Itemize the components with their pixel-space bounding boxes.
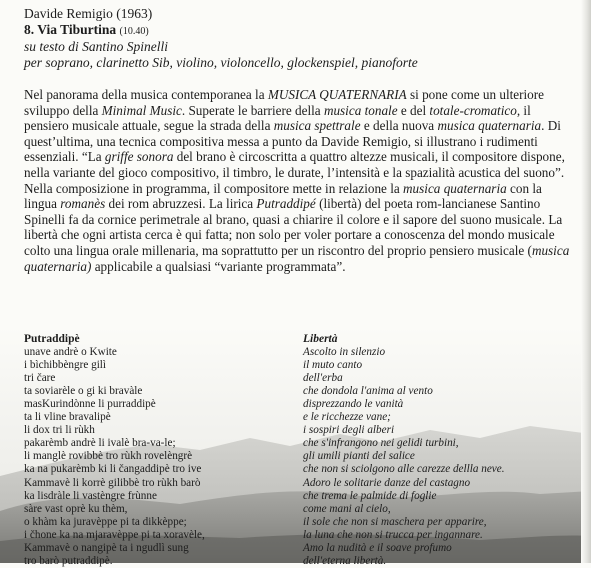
poem-line: gli umili pianti del salice: [303, 450, 415, 463]
emphasized-term: griffe sonora: [104, 149, 174, 165]
emphasized-term: totale-cromatico: [429, 102, 517, 118]
poem-italian-title: Libertà: [303, 333, 338, 345]
poem-line: Adoro le solitarie danze del castagno: [303, 476, 471, 489]
lyricist-line: su testo di Santino Spinelli: [24, 39, 168, 54]
paragraph-text: si pone come un ulteriore sviluppo della: [24, 87, 545, 118]
poem-line: o khàm ka juravèppe pi ta dikkèppe;: [24, 515, 187, 528]
page-edge-shadow: [581, 0, 591, 563]
poem-line: che s'infrangono nei gelidi turbini,: [303, 437, 459, 450]
emphasized-term: MUSICA QUATERNARIA: [267, 87, 407, 102]
poem-line: i bìchibbèngre gilì: [24, 359, 107, 372]
poem-line: ka lisdràle li vastèngre frùnne: [24, 489, 157, 502]
paragraph-text: . Di quest’ultima, una tecnica compositiva messa a punto da Davide Remigio, si illustrano i rudimenti essenziali. “La: [24, 118, 561, 165]
poem-line: tri čare: [24, 372, 56, 385]
poem-romani: [24, 333, 294, 568]
poem-line: e le ricchezze vane;: [303, 411, 391, 424]
emphasized-term: Putraddipé: [256, 196, 316, 212]
poem-line: disprezzando le vanità: [303, 398, 404, 411]
emphasized-term: Minimal Music: [101, 102, 182, 118]
paragraph-text: , il pensiero musicale attuale, segue la strada della: [24, 102, 531, 134]
paragraph-text: e del: [397, 102, 430, 118]
poem-line: dell'eterna libertà.: [303, 554, 387, 567]
poem-line: li manglè rovibbè tro rùkh rovelèngrè: [24, 450, 193, 463]
poem-italian-lines: [303, 346, 588, 568]
track-title-line: [24, 22, 584, 40]
emphasized-term: musica quaternaria): [24, 242, 570, 274]
poem-line: i čhone ka na mjaravèppe pi ta xoravèle,: [24, 528, 205, 541]
track-duration: (10.40): [119, 25, 149, 37]
poem-line: tro barò putraddipè.: [24, 554, 113, 567]
emphasized-term: musica tonale: [323, 102, 398, 118]
poem-line: Kammavè li korrè gilibbè tro rùkh barò: [24, 476, 201, 489]
poem-line: ka na pukarèmb ki li čangaddipè tro ive: [24, 463, 202, 476]
paragraph-text: con la lingua: [24, 180, 542, 212]
poem-romani-title: Putraddipè: [24, 333, 80, 345]
poem-line: sàre vast oprè ku thèm,: [24, 502, 128, 515]
poem-line: Ascolto in silenzio: [303, 346, 386, 359]
composer-line: Davide Remigio (1963): [24, 6, 153, 21]
poem-line: masKurindònne li purraddipè: [24, 398, 156, 411]
track-title: 8. Via Tiburtina: [24, 21, 117, 37]
paragraph-text: applicabile a qualsiasi “variante programmata”.: [91, 258, 346, 274]
poem-italian: [303, 333, 588, 568]
paragraph-text: Nel panorama della musica contemporanea la: [24, 87, 268, 102]
instrumentation-line: per soprano, clarinetto Sib, violino, violoncello, glockenspiel, pianoforte: [24, 54, 418, 70]
emphasized-term: romanès: [60, 196, 106, 212]
poem-line: ta soviarèle o gi ki bravàle: [24, 385, 143, 398]
poem-line: i sospiri degli alberi: [303, 424, 395, 437]
poem-line: come mani al cielo,: [303, 502, 391, 515]
paragraph-text: del brano è circoscritta a quattro altezze musicali, il compositore dispone, nella variante del gioco compositivo, il timbro, le durate, l’intensità e la spazialità acustica del suono”. Nella composizione in programma, il compositore mette in relazione la: [24, 149, 565, 196]
emphasized-term: musica quaternaria: [437, 118, 542, 134]
poem-line: ta li vline bravalipè: [24, 411, 111, 424]
paragraph-text: (libertà) del poeta rom-lancianese Santino Spinelli fa da cornice perimetrale al brano, quasi a chiarire il colore e il sapore del suono musicale. La libertà che ogni artista cerca è qui fatta; non solo per voler portare a conoscenza del mondo musicale colto una lingua orale millenaria, ma soprattutto per un riscontro del proprio pensiero musicale (: [24, 196, 563, 258]
poem-line: la luna che non si trucca per ingannare.: [303, 528, 483, 541]
poem-line: il sole che non si maschera per apparire,: [303, 515, 487, 528]
poem-line: che dondola l'anima al vento: [303, 385, 433, 398]
emphasized-term: musica spettrale: [273, 118, 361, 134]
track-header: [24, 6, 584, 70]
paragraph-text: dei rom abruzzesi. La lirica: [105, 196, 257, 212]
program-note-paragraph: [24, 87, 576, 274]
poem-line: Kammavè o nangipè ta i ngudlì sung: [24, 541, 189, 554]
emphasized-term: musica quaternaria: [403, 180, 507, 196]
poem-line: dell'erba: [303, 372, 343, 385]
poem-line: li dox tri li rùkh: [24, 424, 95, 437]
poem-line: pakarèmb andrè li ivalè bra-va-le;: [24, 437, 176, 450]
paragraph-text: e della nuova: [360, 118, 438, 134]
poem-line: unave andrè o Kwite: [24, 346, 117, 359]
paragraph-text: . Superate le barriere della: [181, 102, 324, 118]
poem-line: che non si sciolgono alle carezze dellla neve.: [303, 463, 505, 476]
poem-line: Amo la nudità e il soave profumo: [303, 541, 452, 554]
poem-romani-lines: [24, 346, 294, 568]
program-note: [24, 87, 576, 274]
poem-line: che trema le palmide di foglie: [303, 489, 437, 502]
poem-line: il muto canto: [303, 359, 363, 372]
